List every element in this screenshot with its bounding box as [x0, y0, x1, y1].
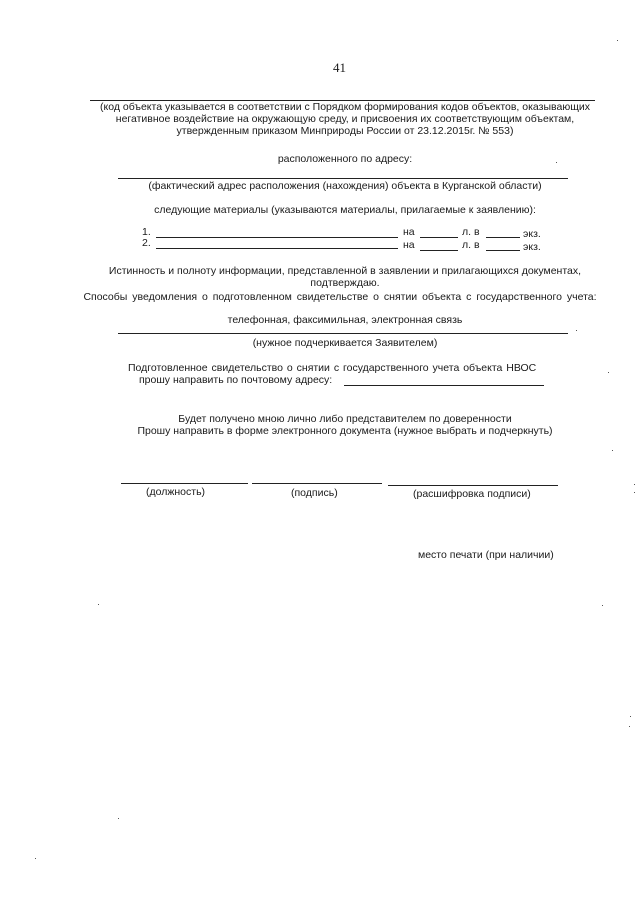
scan-speck [35, 858, 36, 859]
scan-speck [629, 726, 630, 727]
underline-note: (нужное подчеркивается Заявителем) [252, 337, 438, 349]
postal-address-field[interactable] [344, 385, 544, 386]
scan-speck [602, 605, 603, 606]
address-line [118, 178, 568, 179]
scan-speck [617, 40, 618, 41]
object-code-note-line-1: (код объекта указывается в соответствии с Порядком формирования кодов объектов, оказывающих [100, 101, 590, 113]
object-code-note-line-3: утвержденным приказом Минприроды России от 23.12.2015г. № 553) [176, 125, 514, 137]
stamp-place: место печати (при наличии) [418, 549, 554, 561]
notification-line [118, 333, 568, 334]
confirmation-line-2: подтверждаю. [310, 277, 380, 289]
signature-caption: (подпись) [291, 487, 338, 499]
scan-speck [634, 484, 635, 485]
materials-label: следующие материалы (указываются материалы, прилагаемые к заявлению): [154, 204, 536, 216]
material-on-label: на [403, 226, 415, 238]
signature-decode-field[interactable] [388, 485, 558, 486]
certificate-request-line-2: прошу направить по почтовому адресу: [139, 374, 333, 386]
material-sheets-field[interactable] [420, 237, 458, 238]
material-on-label: на [403, 239, 415, 251]
scan-speck [608, 372, 609, 373]
material-number: 1. [142, 226, 151, 238]
scan-speck [630, 716, 631, 717]
position-field[interactable] [121, 483, 248, 484]
certificate-request-line-1: Подготовленное свидетельство о снятии с государственного учета объекта НВОС [128, 362, 537, 374]
signature-field[interactable] [252, 483, 382, 484]
notification-options[interactable]: телефонная, факсимильная, электронная связь [227, 314, 463, 326]
scan-speck [556, 162, 557, 163]
material-number: 2. [142, 237, 151, 249]
signature-decode-caption: (расшифровка подписи) [413, 488, 531, 500]
material-sheets-label: л. в [462, 239, 480, 251]
material-copies-field[interactable] [486, 237, 520, 238]
material-sheets-field[interactable] [420, 250, 458, 251]
object-code-note-line-2: негативное воздействие на окружающую среду, и присвоения их соответствующим объектам, [115, 113, 575, 125]
material-copies-label: экз. [523, 228, 541, 240]
confirmation-line-1: Истинность и полноту информации, представленной в заявлении и прилагающихся документах, [108, 265, 582, 277]
address-label: расположенного по адресу: [277, 153, 413, 165]
material-copies-label: экз. [523, 241, 541, 253]
delivery-option-personal[interactable]: Будет получено мною лично либо представителем по доверенности [178, 413, 512, 425]
page-number: 41 [333, 60, 346, 75]
scan-speck [634, 492, 635, 493]
scan-speck [612, 450, 613, 451]
scan-speck [576, 330, 577, 331]
scan-speck [98, 604, 99, 605]
delivery-option-electronic[interactable]: Прошу направить в форме электронного документа (нужное выбрать и подчеркнуть) [137, 425, 553, 437]
material-name-field[interactable] [156, 248, 398, 249]
notification-label: Способы уведомления о подготовленном свидетельстве о снятии объекта с государственного учета: [83, 291, 597, 303]
material-copies-field[interactable] [486, 250, 520, 251]
scan-speck [118, 818, 119, 819]
material-name-field[interactable] [156, 237, 398, 238]
material-sheets-label: л. в [462, 226, 480, 238]
position-caption: (должность) [146, 486, 206, 498]
address-caption: (фактический адрес расположения (нахождения) объекта в Курганской области) [148, 180, 542, 192]
